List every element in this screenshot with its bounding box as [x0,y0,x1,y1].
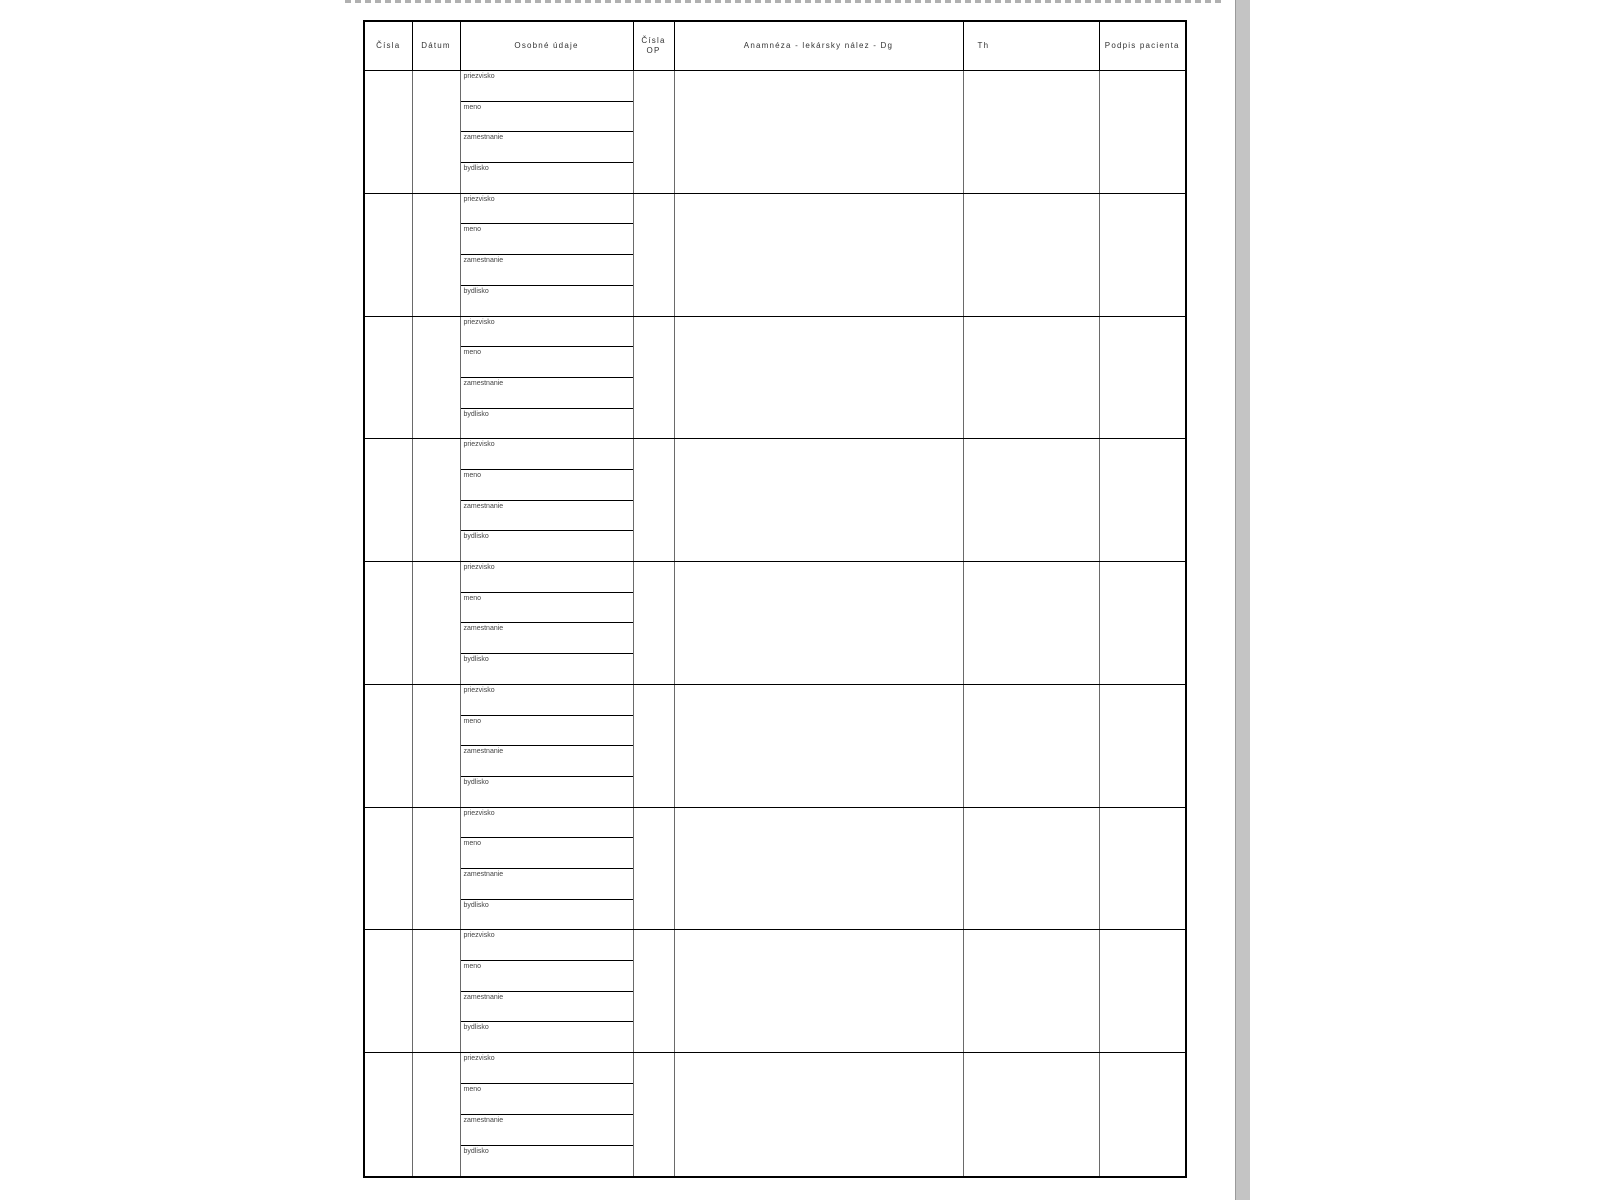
personal-data-fields [461,1053,633,1176]
entry-therapy-cell[interactable] [963,71,1099,194]
personal-field-first-name[interactable]: meno [461,347,633,378]
personal-field-occupation[interactable]: zamestnanie [461,623,633,654]
personal-field-surname[interactable]: priezvisko [461,439,633,470]
entry-date-cell[interactable] [412,316,460,439]
entry-row [364,193,1186,316]
personal-field-residence[interactable]: bydlisko [463,533,489,541]
personal-field-occupation[interactable]: zamestnanie [461,746,633,777]
entry-anamnesis-cell[interactable] [674,930,963,1053]
header-number: Čísla [364,21,412,71]
personal-field-first-name[interactable]: meno [461,470,633,501]
personal-data-fields [461,808,633,930]
entry-signature-cell[interactable] [1099,439,1186,562]
entry-personal-data-cell [460,562,633,685]
entry-signature-cell[interactable] [1099,930,1186,1053]
entry-id-number-cell[interactable] [633,562,674,685]
entry-personal-data-cell [460,930,633,1053]
personal-field-surname[interactable]: priezvisko [461,71,633,102]
entry-signature-cell[interactable] [1099,807,1186,930]
entry-therapy-cell[interactable] [963,684,1099,807]
entry-signature-cell[interactable] [1099,71,1186,194]
entry-date-cell[interactable] [412,684,460,807]
entry-number-cell[interactable] [364,562,412,685]
entry-id-number-cell[interactable] [633,930,674,1053]
entry-id-number-cell[interactable] [633,316,674,439]
header-id-number: Čísla OP [633,21,674,71]
entry-anamnesis-cell[interactable] [674,316,963,439]
entry-anamnesis-cell[interactable] [674,562,963,685]
entry-signature-cell[interactable] [1099,316,1186,439]
personal-field-surname[interactable]: priezvisko [461,930,633,961]
entry-therapy-cell[interactable] [963,562,1099,685]
entry-therapy-cell[interactable] [963,193,1099,316]
register-page [363,20,1185,1178]
entry-therapy-cell[interactable] [963,316,1099,439]
entry-number-cell[interactable] [364,71,412,194]
personal-field-first-name[interactable]: meno [461,1084,633,1115]
patient-register-table [363,20,1187,1178]
header-patient-signature: Podpis pacienta [1099,21,1186,71]
entry-number-cell[interactable] [364,807,412,930]
header-row [364,21,1186,71]
entry-row [364,1053,1186,1177]
entry-row [364,930,1186,1053]
personal-field-residence[interactable]: bydlisko [463,287,489,295]
personal-field-surname[interactable]: priezvisko [461,1053,633,1084]
entry-date-cell[interactable] [412,1053,460,1177]
personal-field-residence[interactable]: bydlisko [463,1024,489,1032]
entry-row [364,807,1186,930]
entry-personal-data-cell [460,71,633,194]
entry-date-cell[interactable] [412,562,460,685]
personal-field-occupation[interactable]: zamestnanie [461,1115,633,1146]
personal-field-first-name[interactable]: meno [461,716,633,747]
personal-field-first-name[interactable]: meno [461,593,633,624]
entry-id-number-cell[interactable] [633,807,674,930]
entry-therapy-cell[interactable] [963,930,1099,1053]
entry-personal-data-cell [460,439,633,562]
entry-personal-data-cell [460,193,633,316]
personal-data-fields [461,71,633,193]
entry-date-cell[interactable] [412,71,460,194]
entry-signature-cell[interactable] [1099,193,1186,316]
entry-id-number-cell[interactable] [633,71,674,194]
header-personal-data: Osobné údaje [460,21,633,71]
entry-anamnesis-cell[interactable] [674,193,963,316]
entry-number-cell[interactable] [364,439,412,562]
personal-data-fields [461,194,633,316]
personal-field-occupation[interactable]: zamestnanie [461,501,633,532]
entry-personal-data-cell [460,316,633,439]
personal-field-first-name[interactable]: meno [461,961,633,992]
header-therapy: Th [963,21,1099,71]
entry-id-number-cell[interactable] [633,1053,674,1177]
personal-data-fields [461,685,633,807]
personal-field-surname[interactable]: priezvisko [461,808,633,839]
previous-page-edge [345,0,1225,3]
entry-number-cell[interactable] [364,930,412,1053]
entry-therapy-cell[interactable] [963,439,1099,562]
personal-field-residence[interactable]: bydlisko [463,778,489,786]
entry-id-number-cell[interactable] [633,439,674,562]
personal-field-occupation[interactable]: zamestnanie [461,255,633,286]
entry-row [364,316,1186,439]
personal-data-fields [461,930,633,1052]
entry-therapy-cell[interactable] [963,1053,1099,1177]
entry-signature-cell[interactable] [1099,562,1186,685]
entry-date-cell[interactable] [412,807,460,930]
personal-data-fields [461,562,633,684]
entry-anamnesis-cell[interactable] [674,1053,963,1177]
personal-field-residence[interactable]: bydlisko [463,1148,489,1156]
entry-number-cell[interactable] [364,684,412,807]
entry-date-cell[interactable] [412,439,460,562]
entry-anamnesis-cell[interactable] [674,71,963,194]
entry-row [364,439,1186,562]
personal-field-surname[interactable]: priezvisko [461,685,633,716]
entry-id-number-cell[interactable] [633,684,674,807]
entry-personal-data-cell [460,807,633,930]
personal-field-first-name[interactable]: meno [461,102,633,133]
personal-field-occupation[interactable]: zamestnanie [461,992,633,1023]
personal-field-surname[interactable]: priezvisko [461,562,633,593]
personal-field-first-name[interactable]: meno [461,838,633,869]
entry-anamnesis-cell[interactable] [674,439,963,562]
personal-field-occupation[interactable]: zamestnanie [461,869,633,900]
personal-field-residence[interactable]: bydlisko [463,901,489,909]
entry-id-number-cell[interactable] [633,193,674,316]
entry-number-cell[interactable] [364,316,412,439]
personal-data-fields [461,439,633,561]
entry-number-cell[interactable] [364,1053,412,1177]
entry-number-cell[interactable] [364,193,412,316]
personal-field-residence[interactable]: bydlisko [463,410,489,418]
personal-field-surname[interactable]: priezvisko [461,317,633,348]
entry-personal-data-cell [460,684,633,807]
entry-signature-cell[interactable] [1099,684,1186,807]
personal-field-surname[interactable]: priezvisko [461,194,633,225]
personal-field-occupation[interactable]: zamestnanie [461,132,633,163]
entry-signature-cell[interactable] [1099,1053,1186,1177]
entry-row [364,684,1186,807]
entry-personal-data-cell [460,1053,633,1177]
entry-date-cell[interactable] [412,193,460,316]
entry-date-cell[interactable] [412,930,460,1053]
personal-field-first-name[interactable]: meno [461,224,633,255]
entry-anamnesis-cell[interactable] [674,684,963,807]
personal-field-residence[interactable]: bydlisko [463,656,489,664]
entry-row [364,562,1186,685]
personal-field-residence[interactable]: bydlisko [463,165,489,173]
entry-anamnesis-cell[interactable] [674,807,963,930]
personal-data-fields [461,317,633,439]
entry-therapy-cell[interactable] [963,807,1099,930]
personal-field-occupation[interactable]: zamestnanie [461,378,633,409]
entry-row [364,71,1186,194]
header-date: Dátum [412,21,460,71]
header-anamnesis: Anamnéza - lekársky nález - Dg [674,21,963,71]
viewer-gutter [1235,0,1250,1200]
